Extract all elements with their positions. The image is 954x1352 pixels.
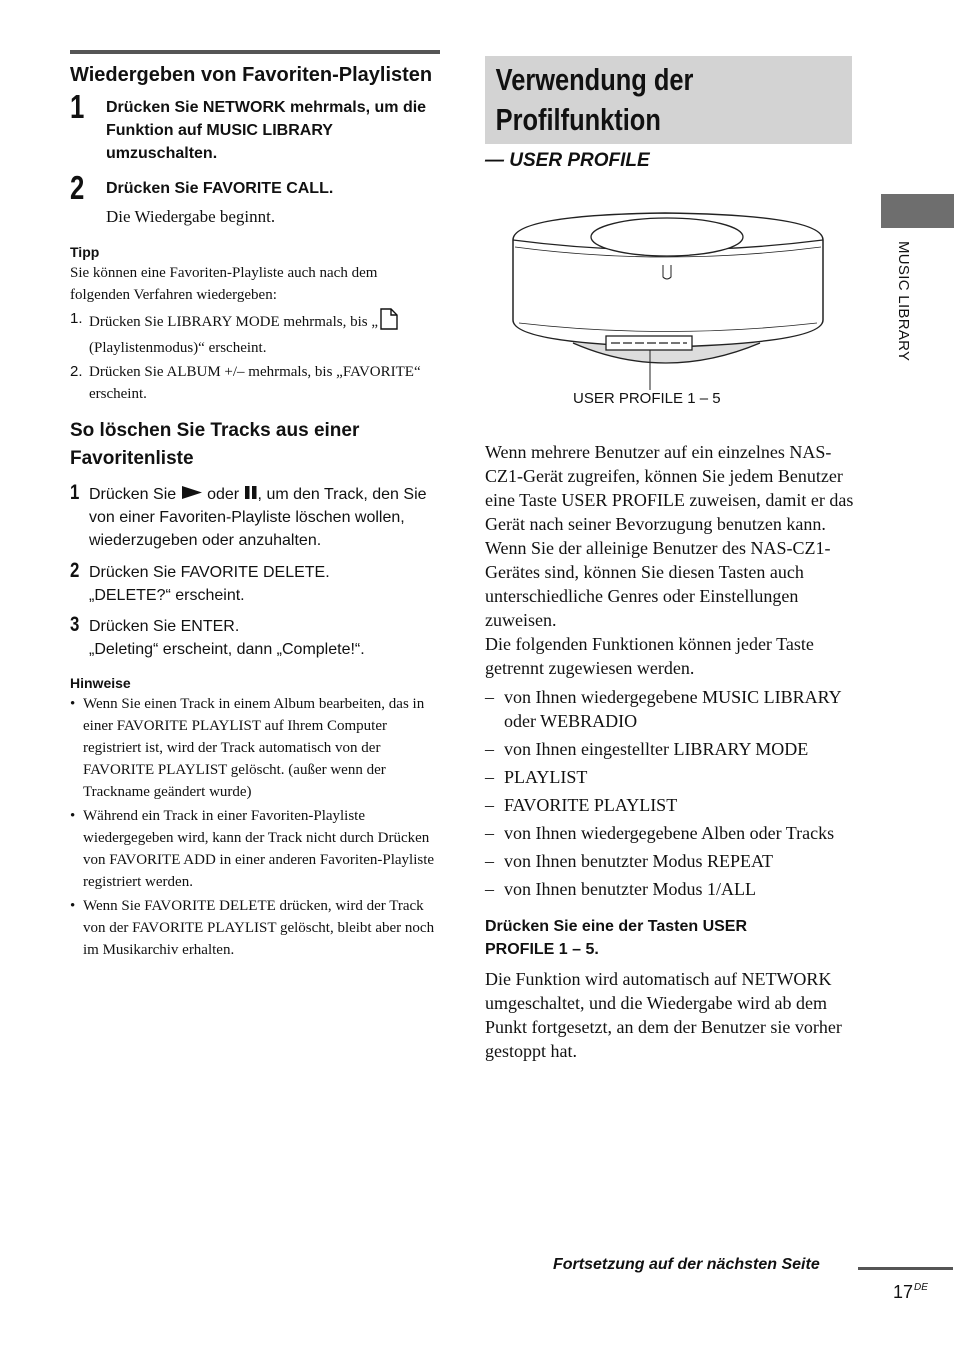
step-number: 2	[70, 169, 85, 206]
device-illustration	[505, 205, 835, 420]
list-text: von Ihnen wiedergegebene MUSIC LIBRARY oder WEBRADIO	[504, 687, 841, 731]
delete-step-2	[70, 561, 440, 607]
step-text: Drücken Sie FAVORITE CALL.	[106, 180, 334, 197]
step-number: 1	[70, 481, 80, 504]
pause-icon	[244, 483, 258, 506]
subtitle: — USER PROFILE	[485, 150, 650, 171]
step-number: 2	[70, 559, 80, 582]
item-text-cont: (Playlistenmodus)“ erscheint.	[89, 340, 267, 356]
list-item	[485, 793, 860, 817]
note-text: Während ein Track in einer Favoriten-Playliste wiedergegeben wird, kann der Track nicht durch Drücken von FAVORITE ADD in einer anderen Favoriten-Playliste registriert werden.	[83, 808, 435, 890]
tip-heading: Tipp	[70, 244, 100, 260]
step-text: Drücken Sie NETWORK mehrmals, um die Funktion auf MUSIC LIBRARY umzuschalten.	[106, 99, 427, 162]
intro-paragraph-2: Die folgenden Funktionen können jeder Taste getrennt zugewiesen werden.	[485, 634, 814, 678]
item-text: Drücken Sie LIBRARY MODE mehrmals, bis „	[89, 314, 378, 330]
tip-item-2	[70, 361, 440, 405]
item-text: Drücken Sie ALBUM +/– mehrmals, bis „FAVORITE“ erscheint.	[89, 364, 421, 402]
illustration-label: USER PROFILE 1 – 5	[573, 390, 721, 407]
dash-marker: –	[485, 795, 494, 815]
step-text: Drücken Sie ENTER.	[89, 618, 240, 635]
note-2: • Während ein Track in einer Favoriten-Playliste wiedergegeben wird, kann der Track nicht durch Drücken von FAVORITE ADD in einer anderen Favoriten-Playliste registriert werden.	[70, 808, 435, 890]
dash-marker: –	[485, 823, 494, 843]
list-text: von Ihnen benutzter Modus REPEAT	[504, 851, 773, 871]
left-column	[70, 50, 440, 961]
side-tab-text: MUSIC LIBRARY	[895, 241, 912, 362]
page-suffix: DE	[914, 1282, 928, 1293]
step-1	[70, 88, 440, 165]
step-result: Die Wiedergabe beginnt.	[106, 207, 276, 226]
dash-marker: –	[485, 767, 494, 787]
delete-step-1	[70, 483, 440, 552]
title-box	[485, 56, 852, 144]
list-text: von Ihnen wiedergegebene Alben oder Tracks	[504, 823, 835, 843]
step-text-a: Drücken Sie	[89, 486, 177, 503]
title-line: Verwendung der Profilfunktion	[495, 62, 694, 137]
page-number-value: 17	[893, 1282, 914, 1302]
section-title-delete-tracks: So löschen Sie Tracks aus einer Favoritenliste	[70, 420, 360, 469]
item-number: 2.	[70, 363, 83, 380]
list-item	[485, 821, 860, 845]
note-text: Wenn Sie einen Track in einem Album bearbeiten, das in einer FAVORITE PLAYLIST auf Ihrem Computer registriert ist, wird der Track automatisch von der FAVORITE PLAYLIST gelöscht. (außer wenn der Trackname geändert wurde)	[83, 696, 425, 800]
step-result: „DELETE?“ erscheint.	[89, 587, 245, 604]
list-item	[485, 685, 860, 733]
dash-marker: –	[485, 879, 494, 899]
item-number: 1.	[70, 310, 83, 327]
list-item	[485, 849, 860, 873]
note-3: • Wenn Sie FAVORITE DELETE drücken, wird der Track von der FAVORITE PLAYLIST gelöscht, bleibt aber noch im Musikarchiv erhalten.	[70, 898, 435, 958]
list-text: FAVORITE PLAYLIST	[504, 795, 678, 815]
step-2	[70, 169, 440, 228]
result-paragraph: Die Funktion wird automatisch auf NETWORK umgeschaltet, und die Wiedergabe wird ab dem Punkt fortgesetzt, an dem der Benutzer sie vorher gestoppt hat.	[485, 969, 842, 1061]
section-rule	[70, 50, 440, 54]
dash-marker: –	[485, 851, 494, 871]
document-icon	[380, 308, 398, 337]
play-icon	[181, 483, 203, 506]
list-text: von Ihnen eingestellter LIBRARY MODE	[504, 739, 809, 759]
instruction-heading: Drücken Sie eine der Tasten USER PROFILE 1 – 5.	[485, 918, 748, 958]
step-text: Drücken Sie FAVORITE DELETE.	[89, 564, 330, 581]
tip-item-1	[70, 308, 440, 359]
step-number: 3	[70, 613, 80, 636]
list-item	[485, 737, 860, 761]
continued-note: Fortsetzung auf der nächsten Seite	[553, 1256, 820, 1273]
step-text-c: , um den Track, den Sie von einer Favoriten-Playliste löschen wollen, wiederzugeben oder anzuhalten.	[89, 486, 427, 549]
intro-paragraph: Wenn mehrere Benutzer auf ein einzelnes NAS-CZ1-Gerät zugreifen, können Sie jedem Benutzer eine Taste USER PROFILE zuweisen, damit er das Gerät nach seiner Bevorzugung benutzen kann. Wenn Sie der alleinige Benutzer des NAS-CZ1-Gerätes sind, können Sie diesen Tasten auch unterschiedliche Genres oder Einstellungen zuweisen.	[485, 442, 854, 630]
side-tab	[881, 194, 954, 228]
dash-marker: –	[485, 687, 494, 707]
right-column	[485, 440, 860, 1063]
notes-heading: Hinweise	[70, 675, 131, 691]
note-text: Wenn Sie FAVORITE DELETE drücken, wird der Track von der FAVORITE PLAYLIST gelöscht, bleibt aber noch im Musikarchiv erhalten.	[83, 898, 435, 958]
side-tab-label	[884, 241, 924, 411]
page-title	[485, 56, 786, 140]
step-number: 1	[70, 88, 85, 125]
page-number	[893, 1282, 928, 1303]
list-text: von Ihnen benutzter Modus 1/ALL	[504, 879, 756, 899]
tip-text: Sie können eine Favoriten-Playliste auch nach dem folgenden Verfahren wiedergeben:	[70, 265, 378, 303]
step-text-b: oder	[207, 486, 240, 503]
note-1: • Wenn Sie einen Track in einem Album bearbeiten, das in einer FAVORITE PLAYLIST auf Ihrem Computer registriert ist, wird der Track automatisch von der FAVORITE PLAYLIST gelöscht. (außer wenn der Trackname geändert wurde)	[70, 696, 425, 800]
delete-step-3	[70, 615, 440, 661]
list-text: PLAYLIST	[504, 767, 588, 787]
section-title-favorite-playlists: Wiedergeben von Favoriten-Playlisten	[70, 64, 433, 86]
footer-rule	[858, 1267, 953, 1270]
step-result: „Deleting“ erscheint, dann „Complete!“.	[89, 641, 365, 658]
list-item	[485, 765, 860, 789]
dash-marker: –	[485, 739, 494, 759]
list-item	[485, 877, 860, 901]
